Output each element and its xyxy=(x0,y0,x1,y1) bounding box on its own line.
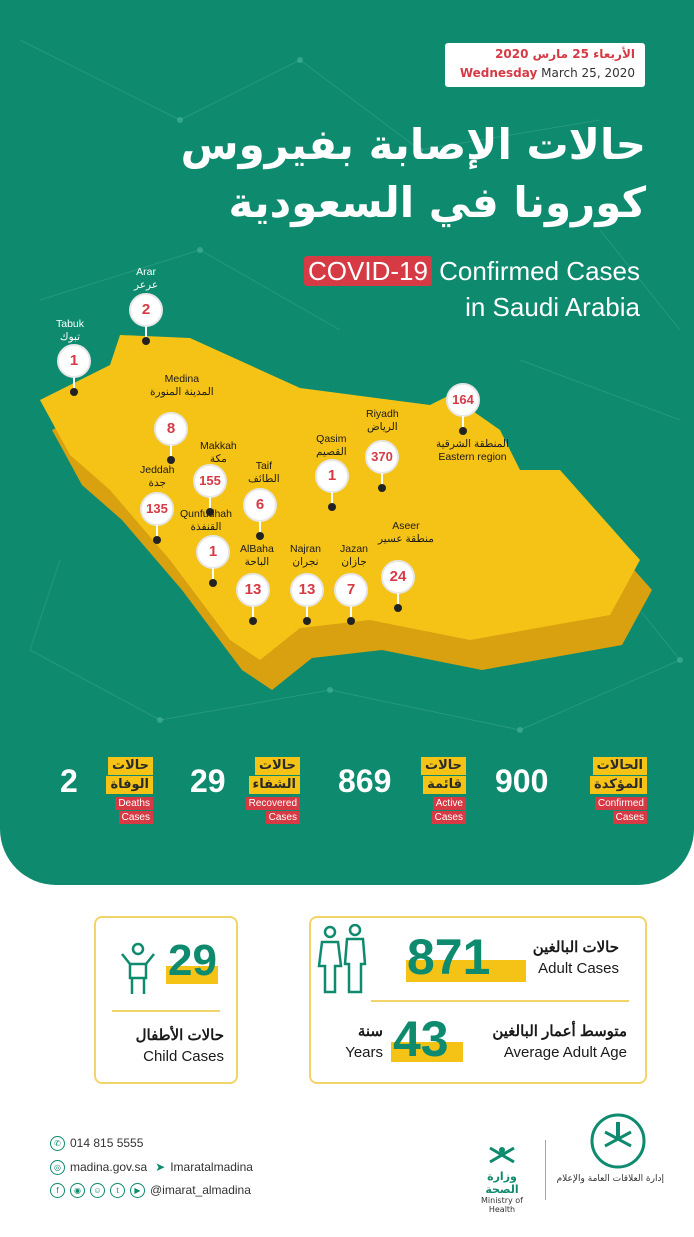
region-pin-najran[interactable] xyxy=(290,573,324,607)
child-label-ar: حالات الأطفال xyxy=(135,1027,224,1044)
region-pin-taif[interactable] xyxy=(243,488,277,522)
date-day: Wednesday xyxy=(459,66,538,80)
region-pin-eastern[interactable] xyxy=(446,383,480,417)
child-count: 29 xyxy=(168,936,217,985)
region-count-najran: 13 xyxy=(290,573,324,607)
child-icon xyxy=(118,942,158,998)
region-count-jazan: 7 xyxy=(334,573,368,607)
region-pin-arar[interactable] xyxy=(129,293,163,327)
region-label-makkah: Makkah مكة xyxy=(200,440,237,465)
telegram-icon: ➤ xyxy=(155,1160,166,1174)
region-label-qunfudhah: Qunfudhah القنفذة xyxy=(180,508,232,533)
snapchat-icon[interactable]: ☺ xyxy=(90,1183,105,1198)
adult-divider xyxy=(371,1000,629,1002)
emirate-dept-ar: إدارة العلاقات العامة والإعلام xyxy=(556,1174,664,1184)
moh-emblem-icon xyxy=(487,1144,517,1166)
region-pin-jazan[interactable] xyxy=(334,573,368,607)
emirate-emblem-icon xyxy=(585,1112,651,1170)
phone-icon: ✆ xyxy=(50,1136,65,1151)
region-label-albaha: AlBaha الباحة xyxy=(240,543,274,568)
footer-web[interactable] xyxy=(50,1160,253,1175)
globe-icon: ◎ xyxy=(50,1160,65,1175)
region-count-medina: 8 xyxy=(154,412,188,446)
stat-deaths: 2 حالات الوفاة Deaths Cases xyxy=(60,757,153,827)
age-label-en: Average Adult Age xyxy=(503,1044,627,1061)
region-label-jeddah: Jeddah جدة xyxy=(140,464,175,489)
region-count-taif: 6 xyxy=(243,488,277,522)
moh-name-en: Ministry of Health xyxy=(481,1196,523,1214)
region-pin-riyadh[interactable] xyxy=(365,440,399,474)
region-pin-albaha[interactable] xyxy=(236,573,270,607)
stat-active: 869 حالات قائمة Active Cases xyxy=(338,757,466,827)
footer-website: madina.gov.sa xyxy=(70,1160,148,1174)
title-arabic-line2: كورونا في السعودية xyxy=(228,178,646,227)
stat-confirmed: 900 الحالات المؤكدة Confirmed Cases xyxy=(495,757,647,827)
adult-cases-card xyxy=(309,916,647,1084)
date-arabic: الأربعاء 25 مارس 2020 xyxy=(495,47,635,61)
moh-logo xyxy=(470,1144,534,1214)
age-label-ar: متوسط أعمار البالغين xyxy=(492,1023,627,1040)
region-count-eastern: 164 xyxy=(446,383,480,417)
region-label-qasim: Qasim القصيم xyxy=(316,433,347,458)
twitter-icon[interactable]: t xyxy=(110,1183,125,1198)
footer-handle: @imarat_almadina xyxy=(150,1183,251,1197)
region-count-albaha: 13 xyxy=(236,573,270,607)
region-pin-medina[interactable] xyxy=(154,412,188,446)
region-label-taif: Taif الطائف xyxy=(248,460,280,485)
title-english-rest: Confirmed Cases xyxy=(431,256,640,286)
region-count-makkah: 155 xyxy=(193,464,227,498)
title-arabic-line1: حالات الإصابة بفيروس xyxy=(180,120,646,169)
adult-count: 871 xyxy=(407,929,491,985)
region-count-aseer: 24 xyxy=(381,560,415,594)
region-label-tabuk: Tabuk تبوك xyxy=(56,318,85,343)
age-unit-en: Years xyxy=(345,1044,383,1061)
region-label-arar: Arar عرعر xyxy=(134,266,159,291)
moh-name-ar: وزارة الصحة xyxy=(485,1170,519,1196)
title-english-line2: in Saudi Arabia xyxy=(465,292,640,322)
child-divider xyxy=(112,1010,220,1012)
avg-age-value: 43 xyxy=(393,1011,449,1067)
region-count-tabuk: 1 xyxy=(57,344,91,378)
region-count-qunfudhah: 1 xyxy=(196,535,230,569)
region-pin-qasim[interactable] xyxy=(315,459,349,493)
region-label-aseer: Aseer منطقة عسير xyxy=(378,520,434,545)
logo-divider xyxy=(545,1140,546,1200)
adult-label-ar: حالات البالغين xyxy=(532,939,619,956)
facebook-icon[interactable]: f xyxy=(50,1183,65,1198)
region-count-riyadh: 370 xyxy=(365,440,399,474)
region-label-medina: Medina المدينة المنورة xyxy=(150,373,214,398)
stat-active-value: 869 xyxy=(338,763,392,799)
region-label-eastern: المنطقة الشرقية Eastern region xyxy=(436,438,509,463)
footer-telegram: Imaratalmadina xyxy=(170,1160,253,1174)
region-label-jazan: Jazan جازان xyxy=(340,543,369,568)
region-count-jeddah: 135 xyxy=(140,492,174,526)
youtube-icon[interactable]: ▶ xyxy=(130,1183,145,1198)
region-count-arar: 2 xyxy=(129,293,163,327)
instagram-icon[interactable]: ◉ xyxy=(70,1183,85,1198)
child-cases-card xyxy=(94,916,238,1084)
region-pin-makkah[interactable] xyxy=(193,464,227,498)
region-label-najran: Najran نجران xyxy=(290,543,321,568)
emirate-logo xyxy=(556,1112,664,1184)
region-pin-tabuk[interactable] xyxy=(57,344,91,378)
footer-social[interactable] xyxy=(50,1183,251,1198)
footer-phone[interactable]: ✆ 014 815 5555 xyxy=(50,1136,143,1151)
adults-icon xyxy=(317,924,371,996)
covid-badge: COVID-19 xyxy=(304,256,432,286)
adult-label-en: Adult Cases xyxy=(538,960,619,977)
stat-deaths-value: 2 xyxy=(60,763,78,799)
stat-recovered-value: 29 xyxy=(190,763,226,799)
stat-recovered: 29 حالات الشفاء Recovered Cases xyxy=(190,757,300,827)
region-pin-aseer[interactable] xyxy=(381,560,415,594)
region-label-riyadh: Riyadh الرياض xyxy=(366,408,399,433)
region-pin-jeddah[interactable] xyxy=(140,492,174,526)
region-pin-qunfudhah[interactable] xyxy=(196,535,230,569)
date-value: March 25, 2020 xyxy=(541,66,635,80)
child-label-en: Child Cases xyxy=(143,1048,224,1065)
age-unit-ar: سنة xyxy=(357,1023,383,1040)
region-count-qasim: 1 xyxy=(315,459,349,493)
stat-confirmed-value: 900 xyxy=(495,763,549,799)
